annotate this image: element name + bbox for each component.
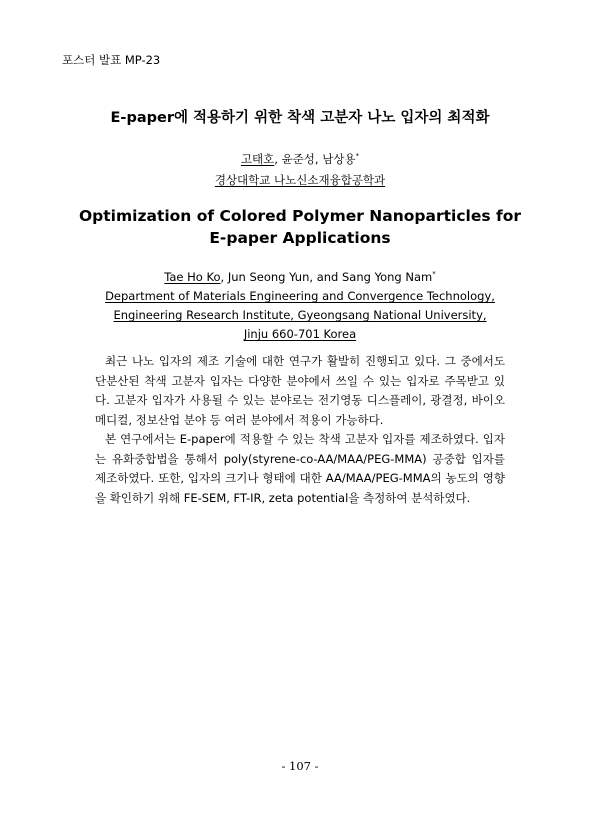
affiliation-line: Engineering Research Institute, Gyeongsang National University, [113,308,487,322]
corresponding-author-mark: * [355,152,360,161]
korean-authors [0,151,600,167]
english-presenting-author: Tae Ho Ko [164,270,221,284]
session-label: 포스터 발표 MP-23 [62,53,161,67]
english-other-authors: , Jun Seong Yun, and Sang Yong Nam [220,270,433,284]
english-authors [0,268,600,287]
abstract-body [95,352,505,508]
korean-affiliation: 경상대학교 나노신소재융합공학과 [214,173,386,187]
korean-presenting-author: 고태호 [240,152,275,166]
korean-title: E-paper에 적용하기 위한 착색 고분자 나노 입자의 최적화 [110,110,490,126]
affiliation-line: Department of Materials Engineering and Convergence Technology, [105,289,495,303]
english-title: Optimization of Colored Polymer Nanoparticles for E-paper Applications [79,207,521,247]
page-number: - 107 - [281,759,319,773]
korean-other-authors: , 윤준성, 남상용 [274,152,356,166]
english-corresponding-author-mark: * [432,270,436,279]
english-affiliation [0,287,600,344]
abstract-paragraph: 본 연구에서는 E-paper에 적용할 수 있는 착색 고분자 입자를 제조하였다. 입자는 유화중합법을 통해서 poly(styrene-co-AA/MAA/PEG-MMA) 공중합 입자를 제조하였다. 또한, 입자의 크기나 형태에 대한 AA/MAA/PEG-MMA의 농도의 영향을 확인하기 위해 FE-SEM, FT-IR, zeta potential을 측정하여 분석하였다. [95,432,505,505]
abstract-paragraph: 최근 나노 입자의 제조 기술에 대한 연구가 활발히 진행되고 있다. 그 중에서도 단분산된 착색 고분자 입자는 다양한 분야에서 쓰일 수 있는 입자로 주목받고 있다. 고분자 입자가 사용될 수 있는 분야로는 전기영동 디스플레이, 광결정, 바이오 메디컬, 정보산업 분야 등 여러 분야에서 적용이 가능하다. [95,354,505,427]
affiliation-line: Jinju 660-701 Korea [243,327,357,341]
